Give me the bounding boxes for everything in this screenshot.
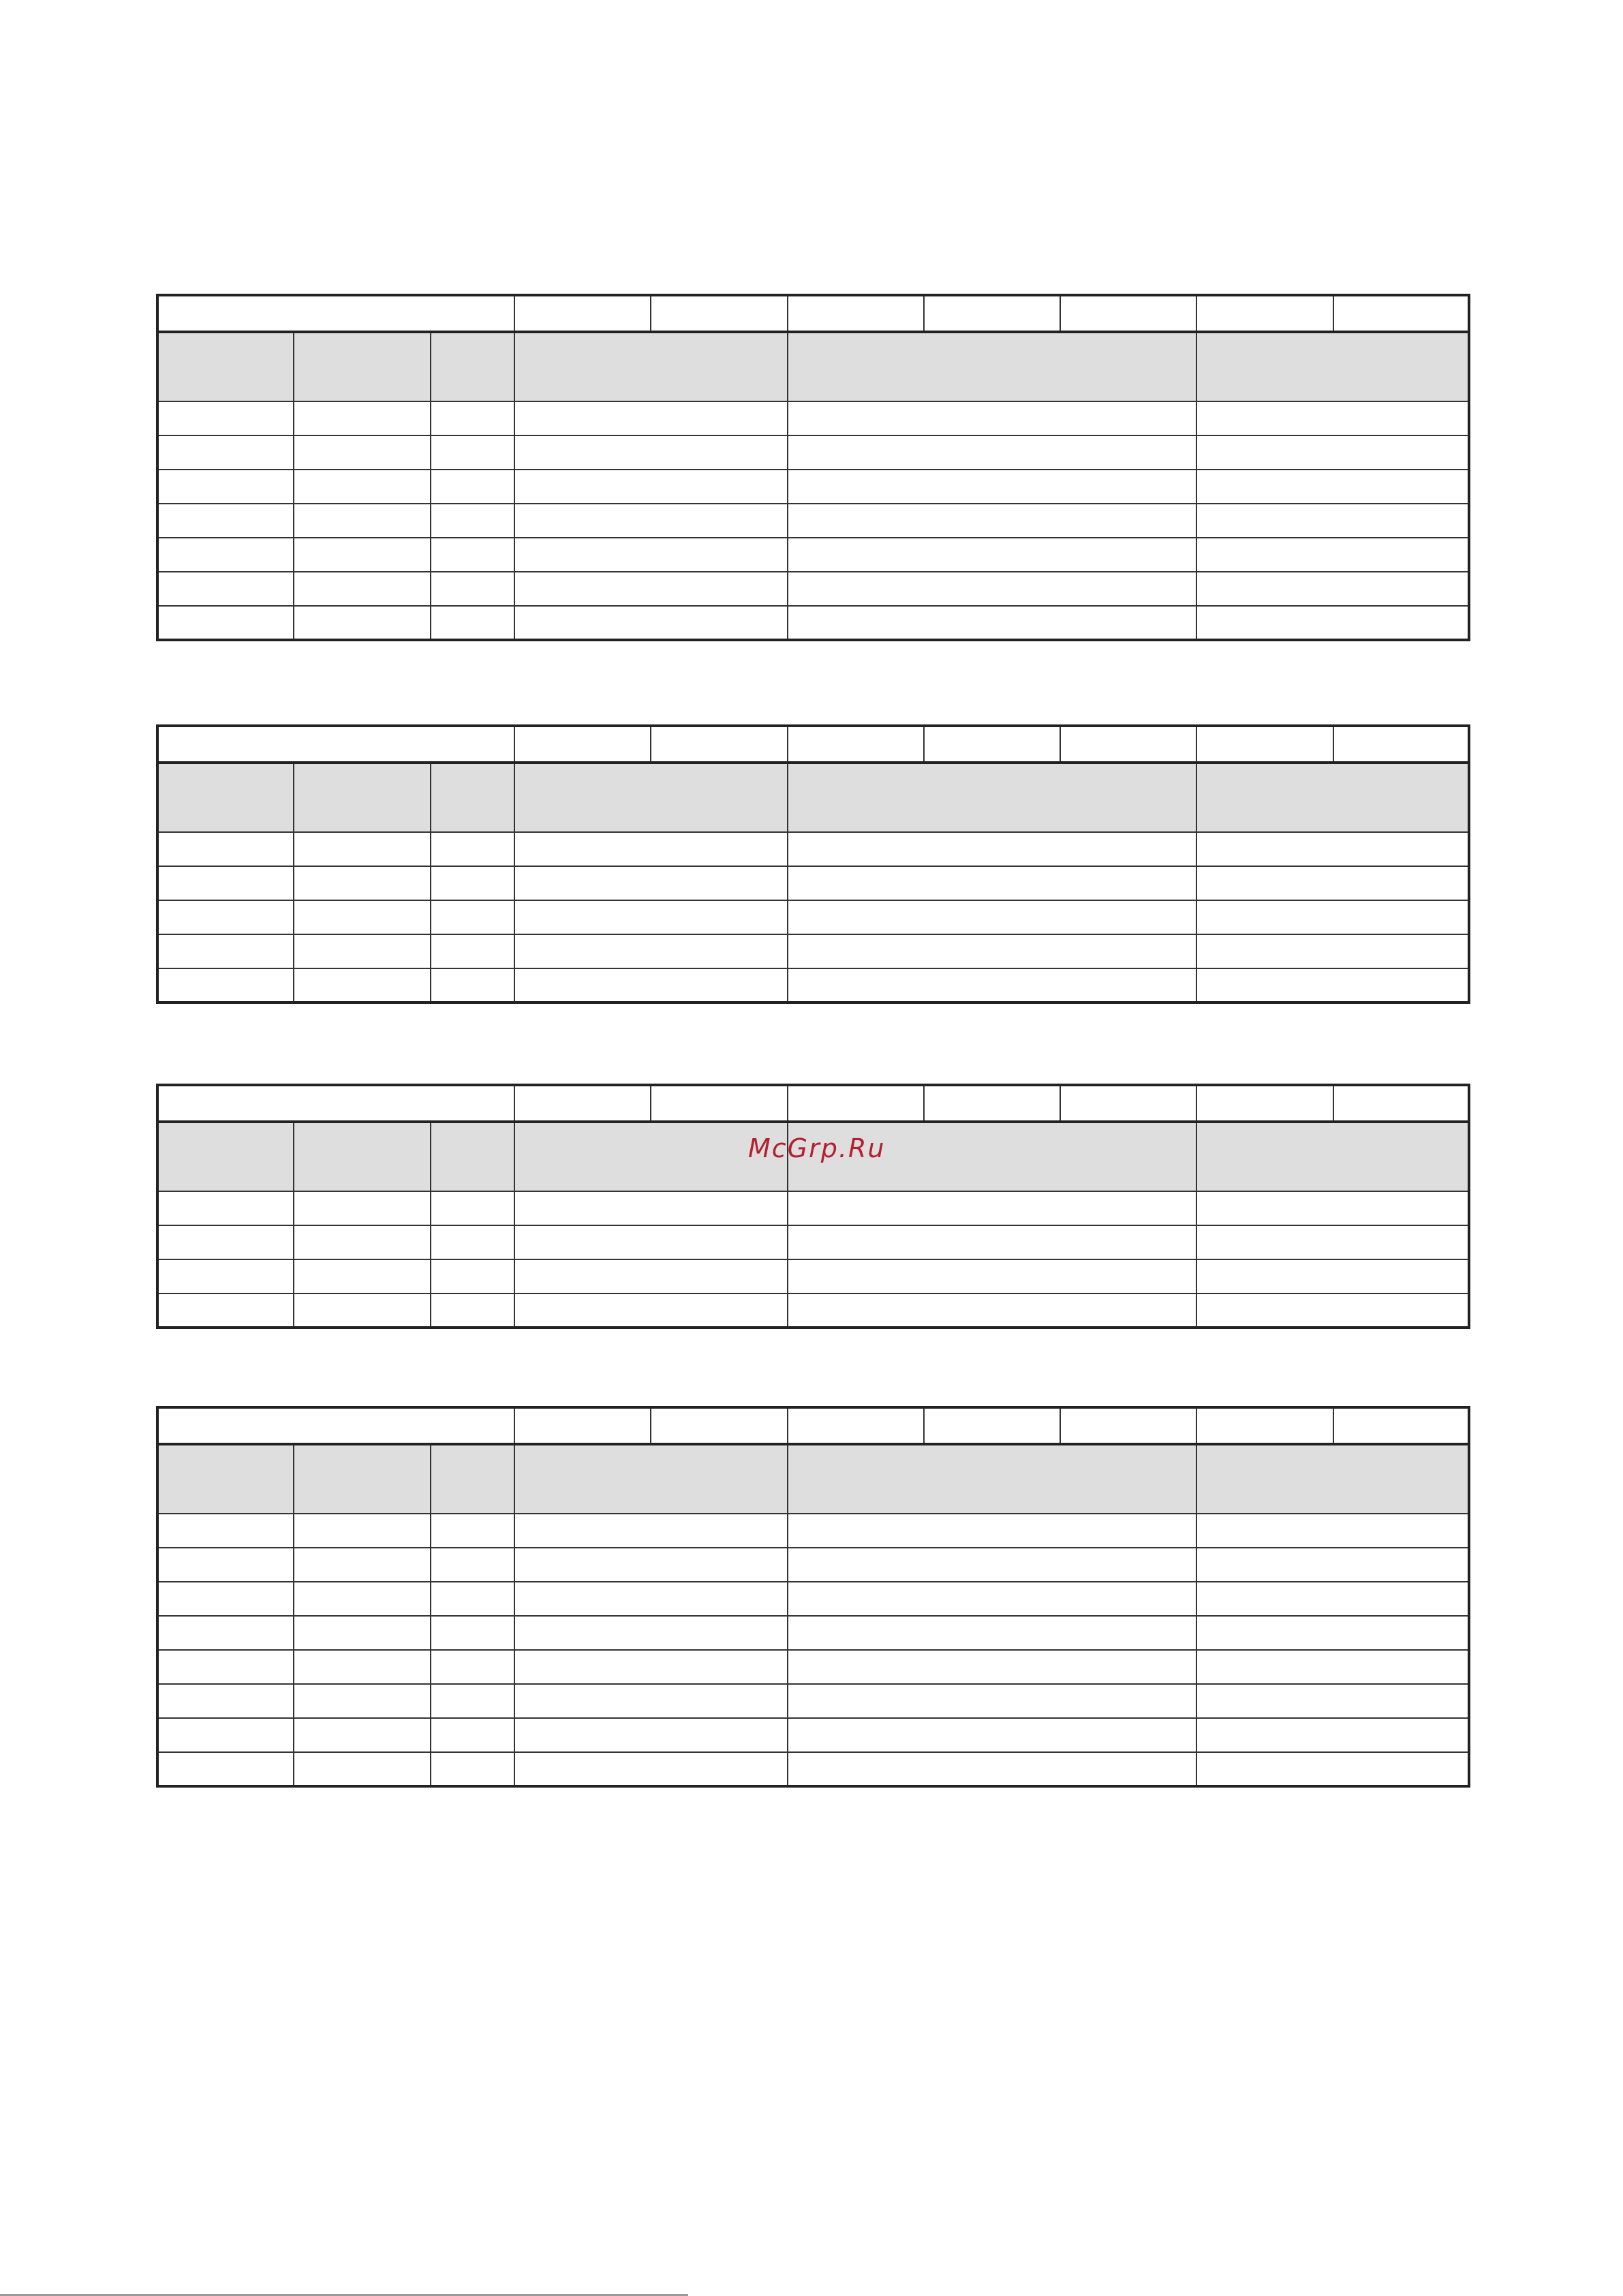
- table-cell: [788, 1752, 1197, 1786]
- table-cell: [294, 538, 430, 572]
- table-cell: [294, 1616, 430, 1650]
- blank-form-table-3: [156, 1084, 1470, 1329]
- blank-form-table-2: [156, 724, 1470, 1004]
- header-cell: [157, 763, 294, 832]
- table-cell: [431, 1650, 514, 1684]
- table-cell: [294, 900, 430, 934]
- table-cell: [1196, 726, 1333, 763]
- header-cell: [514, 763, 788, 832]
- table-row: [157, 1684, 1469, 1718]
- table-cell: [1196, 900, 1469, 934]
- table-cell: [788, 1191, 1197, 1225]
- header-cell: [514, 1122, 788, 1191]
- table-cell: [514, 435, 788, 470]
- table-cell: [514, 1650, 788, 1684]
- table-cell: [514, 1085, 651, 1122]
- table-cell: [1196, 1718, 1469, 1752]
- table-row: [157, 1225, 1469, 1259]
- table-cell: [1196, 968, 1469, 1002]
- table-cell: [294, 1718, 430, 1752]
- table-cell: [294, 1294, 430, 1328]
- table-cell: [294, 1752, 430, 1786]
- table-cell: [1060, 1407, 1196, 1444]
- table-cell: [157, 435, 294, 470]
- table-cell: [157, 1582, 294, 1616]
- table-cell: [788, 572, 1197, 606]
- table-cell: [788, 934, 1197, 968]
- table-row: [157, 1191, 1469, 1225]
- header-cell: [788, 1444, 1197, 1514]
- table-row: [157, 401, 1469, 435]
- table-cell: [514, 1191, 788, 1225]
- table-cell: [1196, 832, 1469, 866]
- table-cell: [788, 1718, 1197, 1752]
- table-cell: [294, 1548, 430, 1582]
- table-cell: [1196, 295, 1333, 332]
- table-cell: [1196, 1616, 1469, 1650]
- table-cell: [788, 1085, 924, 1122]
- table-cell: [651, 1085, 787, 1122]
- table-cell: [1196, 1259, 1469, 1294]
- table-row: [157, 1718, 1469, 1752]
- table-cell: [294, 1650, 430, 1684]
- table-cell: [157, 504, 294, 538]
- table-cell: [431, 606, 514, 640]
- table-row: [157, 1259, 1469, 1294]
- table-cell: [514, 1684, 788, 1718]
- table-cell: [157, 968, 294, 1002]
- table-cell: [157, 538, 294, 572]
- table-cell: [514, 832, 788, 866]
- table-cell: [294, 866, 430, 900]
- table-row: [157, 1582, 1469, 1616]
- table-cell: [788, 866, 1197, 900]
- table-row: [157, 934, 1469, 968]
- table-cell: [294, 934, 430, 968]
- table-cell: [157, 401, 294, 435]
- table-cell: [514, 538, 788, 572]
- table-cell: [924, 726, 1060, 763]
- table-row: [157, 866, 1469, 900]
- table-cell: [157, 832, 294, 866]
- table-cell: [514, 1259, 788, 1294]
- table-cell: [788, 606, 1197, 640]
- header-cell: [431, 763, 514, 832]
- table-cell: [431, 1259, 514, 1294]
- table-cell: [788, 538, 1197, 572]
- table-cell: [294, 1225, 430, 1259]
- table-top-row: [157, 1407, 1469, 1444]
- table-cell: [1196, 1294, 1469, 1328]
- table-cell: [788, 401, 1197, 435]
- table-cell: [294, 1259, 430, 1294]
- table-cell: [1060, 295, 1196, 332]
- table-cell: [1196, 435, 1469, 470]
- table-cell: [788, 1259, 1197, 1294]
- table-cell: [157, 866, 294, 900]
- table-cell: [431, 1514, 514, 1548]
- table-cell: [788, 1294, 1197, 1328]
- table-cell: [157, 1548, 294, 1582]
- header-cell: [294, 332, 430, 401]
- table-cell: [157, 1684, 294, 1718]
- table-cell: [431, 866, 514, 900]
- table-cell: [1333, 1085, 1469, 1122]
- header-cell: [1196, 1122, 1469, 1191]
- table-cell: [1196, 504, 1469, 538]
- table-cell: [157, 1085, 514, 1122]
- table-row: [157, 435, 1469, 470]
- table-cell: [788, 900, 1197, 934]
- table-cell: [294, 401, 430, 435]
- header-cell: [294, 763, 430, 832]
- table-cell: [431, 1294, 514, 1328]
- table-cell: [157, 1718, 294, 1752]
- table-cell: [514, 1548, 788, 1582]
- table-row: [157, 1616, 1469, 1650]
- table-cell: [1196, 1407, 1333, 1444]
- table-cell: [1196, 1684, 1469, 1718]
- table-cell: [788, 1582, 1197, 1616]
- table-cell: [294, 1191, 430, 1225]
- table-cell: [294, 606, 430, 640]
- table-row: [157, 1650, 1469, 1684]
- table-cell: [788, 1407, 924, 1444]
- table-cell: [157, 1225, 294, 1259]
- header-cell: [1196, 763, 1469, 832]
- table-cell: [514, 1514, 788, 1548]
- table-cell: [1196, 470, 1469, 504]
- table-top-row: [157, 726, 1469, 763]
- table-cell: [514, 504, 788, 538]
- table-cell: [651, 295, 787, 332]
- table-cell: [294, 470, 430, 504]
- header-cell: [431, 332, 514, 401]
- table-cell: [157, 1294, 294, 1328]
- table-cell: [514, 401, 788, 435]
- table-cell: [1196, 572, 1469, 606]
- table-cell: [1196, 401, 1469, 435]
- table-cell: [157, 1616, 294, 1650]
- table-cell: [294, 572, 430, 606]
- table-cell: [431, 572, 514, 606]
- table-cell: [514, 934, 788, 968]
- table-cell: [431, 504, 514, 538]
- table-cell: [294, 1582, 430, 1616]
- table-cell: [294, 1514, 430, 1548]
- blank-form-table-4: [156, 1406, 1470, 1788]
- table-cell: [514, 726, 651, 763]
- table-cell: [1060, 726, 1196, 763]
- table-cell: [788, 832, 1197, 866]
- table-row: [157, 1514, 1469, 1548]
- table-cell: [514, 470, 788, 504]
- table-cell: [1196, 1548, 1469, 1582]
- table-cell: [157, 1650, 294, 1684]
- table-cell: [294, 435, 430, 470]
- table-cell: [788, 1225, 1197, 1259]
- table-row: [157, 572, 1469, 606]
- table-cell: [514, 1752, 788, 1786]
- table-cell: [1060, 1085, 1196, 1122]
- table-cell: [431, 1752, 514, 1786]
- table-cell: [157, 934, 294, 968]
- table-cell: [294, 1684, 430, 1718]
- table-cell: [1196, 538, 1469, 572]
- table-cell: [157, 1514, 294, 1548]
- table-cell: [431, 832, 514, 866]
- table-cell: [1196, 1191, 1469, 1225]
- header-cell: [1196, 332, 1469, 401]
- table-cell: [1333, 726, 1469, 763]
- table-cell: [157, 1191, 294, 1225]
- table-cell: [294, 832, 430, 866]
- table-cell: [514, 1225, 788, 1259]
- table-cell: [651, 1407, 787, 1444]
- table-cell: [1196, 1582, 1469, 1616]
- table-cell: [514, 1582, 788, 1616]
- table-row: [157, 504, 1469, 538]
- header-cell: [788, 763, 1197, 832]
- table-cell: [1196, 934, 1469, 968]
- table-cell: [514, 572, 788, 606]
- watermark-text: McGrp.Ru: [748, 1133, 886, 1163]
- table-header-row: [157, 332, 1469, 401]
- table-cell: [157, 1407, 514, 1444]
- table-cell: [157, 1752, 294, 1786]
- table-cell: [1196, 1752, 1469, 1786]
- header-cell: [1196, 1444, 1469, 1514]
- table-cell: [431, 401, 514, 435]
- table-cell: [788, 1514, 1197, 1548]
- table-cell: [431, 968, 514, 1002]
- table-cell: [1196, 1650, 1469, 1684]
- table-cell: [431, 934, 514, 968]
- table-cell: [1196, 1514, 1469, 1548]
- table-cell: [924, 1407, 1060, 1444]
- table-cell: [514, 1407, 651, 1444]
- table-cell: [788, 1616, 1197, 1650]
- table-cell: [294, 504, 430, 538]
- table-cell: [514, 1718, 788, 1752]
- table-cell: [294, 968, 430, 1002]
- table-cell: [924, 295, 1060, 332]
- table-header-row: [157, 1444, 1469, 1514]
- table-cell: [431, 1684, 514, 1718]
- header-cell: [294, 1444, 430, 1514]
- table-top-row: [157, 1085, 1469, 1122]
- table-row: [157, 1294, 1469, 1328]
- header-cell: [157, 1444, 294, 1514]
- table-row: [157, 470, 1469, 504]
- table-cell: [431, 1718, 514, 1752]
- table-cell: [514, 866, 788, 900]
- header-cell: [157, 332, 294, 401]
- table-cell: [431, 435, 514, 470]
- table-cell: [788, 1650, 1197, 1684]
- table-cell: [1196, 1085, 1333, 1122]
- table-cell: [788, 504, 1197, 538]
- table-cell: [514, 606, 788, 640]
- table-cell: [788, 1684, 1197, 1718]
- header-cell: [514, 1444, 788, 1514]
- table-row: [157, 1752, 1469, 1786]
- header-cell: [514, 332, 788, 401]
- table-cell: [651, 726, 787, 763]
- table-row: [157, 606, 1469, 640]
- table-row: [157, 1548, 1469, 1582]
- header-cell: [788, 332, 1197, 401]
- table-top-row: [157, 295, 1469, 332]
- table-row: [157, 900, 1469, 934]
- table-cell: [1333, 295, 1469, 332]
- table-cell: [514, 1616, 788, 1650]
- table-cell: [1196, 866, 1469, 900]
- table-cell: [788, 968, 1197, 1002]
- table-cell: [1333, 1407, 1469, 1444]
- table-cell: [431, 1548, 514, 1582]
- header-cell: [431, 1444, 514, 1514]
- table-row: [157, 832, 1469, 866]
- header-cell: [157, 1122, 294, 1191]
- table-cell: [157, 295, 514, 332]
- table-cell: [1196, 1225, 1469, 1259]
- table-cell: [514, 968, 788, 1002]
- table-cell: [514, 900, 788, 934]
- table-cell: [514, 1294, 788, 1328]
- table-cell: [431, 1225, 514, 1259]
- table-cell: [924, 1085, 1060, 1122]
- table-cell: [431, 1191, 514, 1225]
- table-row: [157, 968, 1469, 1002]
- table-cell: [514, 295, 651, 332]
- table-row: [157, 538, 1469, 572]
- table-cell: [431, 1582, 514, 1616]
- table-cell: [431, 900, 514, 934]
- table-cell: [157, 470, 294, 504]
- table-cell: [788, 726, 924, 763]
- header-cell: [431, 1122, 514, 1191]
- table-cell: [157, 572, 294, 606]
- blank-form-table-1: [156, 294, 1470, 641]
- table-cell: [788, 435, 1197, 470]
- table-cell: [788, 1548, 1197, 1582]
- header-cell: [294, 1122, 430, 1191]
- table-cell: [431, 1616, 514, 1650]
- table-cell: [788, 470, 1197, 504]
- table-cell: [157, 900, 294, 934]
- table-cell: [431, 538, 514, 572]
- table-cell: [1196, 606, 1469, 640]
- table-header-row: [157, 763, 1469, 832]
- table-cell: [788, 295, 924, 332]
- table-cell: [157, 1259, 294, 1294]
- table-cell: [157, 606, 294, 640]
- table-cell: [431, 470, 514, 504]
- table-cell: [157, 726, 514, 763]
